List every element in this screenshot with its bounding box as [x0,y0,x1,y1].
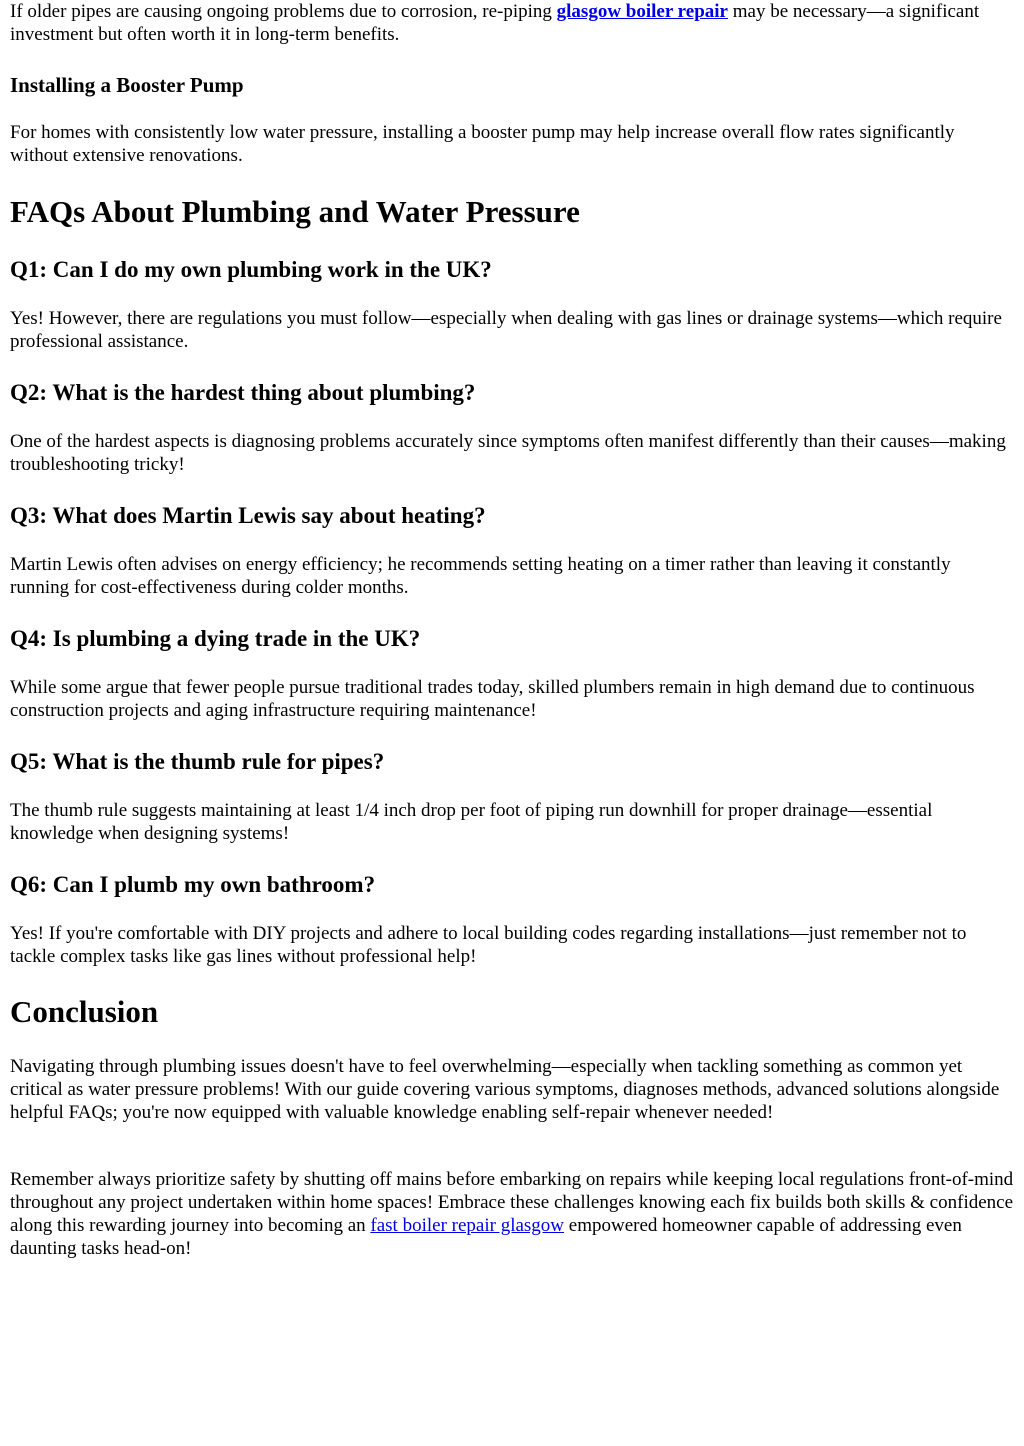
booster-pump-paragraph: For homes with consistently low water pressure, installing a booster pump may help increase overall flow rates significantly without extensive renovations. [10,122,955,166]
faq-question: Q5: What is the thumb rule for pipes? [10,749,385,774]
conclusion-text-before: Remember always prioritize safety by shutting off mains before embarking on repairs while keeping local regulations front-of-mind throughout any project undertaken within home spaces! Embrace these challenges knowing each fix builds both skills & confidence along this rewarding journey into becoming an [10,1169,1014,1236]
faq-question: Q6: Can I plumb my own bathroom? [10,872,376,897]
conclusion-text-after: empowered homeowner capable of addressing even daunting tasks head-on! [10,1215,962,1259]
conclusion-paragraph-2 [10,1168,1014,1260]
faq-answer: The thumb rule suggests maintaining at least 1/4 inch drop per foot of piping run downhill for proper drainage—essential knowledge when designing systems! [10,800,933,844]
intro-text-after: may be necessary—a significant investment but often worth it in long-term benefits. [10,1,980,45]
faq-question: Q3: What does Martin Lewis say about heating? [10,503,486,528]
booster-pump-heading: Installing a Booster Pump [10,73,244,97]
intro-paragraph [10,0,1014,46]
faq-heading: FAQs About Plumbing and Water Pressure [10,194,580,229]
faq-answer: While some argue that fewer people pursue traditional trades today, skilled plumbers remain in high demand due to continuous construction projects and aging infrastructure requiring maintenance! [10,677,975,721]
faq-question: Q4: Is plumbing a dying trade in the UK? [10,626,421,651]
faq-answer: Yes! If you're comfortable with DIY projects and adhere to local building codes regarding installations—just remember not to tackle complex tasks like gas lines without professional help! [10,923,967,967]
faq-answer: Yes! However, there are regulations you must follow—especially when dealing with gas lines or drainage systems—which require professional assistance. [10,308,1002,352]
faq-question: Q2: What is the hardest thing about plumbing? [10,380,476,405]
conclusion-heading: Conclusion [10,994,159,1029]
intro-text-before: If older pipes are causing ongoing problems due to corrosion, re-piping [10,1,557,22]
fast-boiler-repair-glasgow-link[interactable]: fast boiler repair glasgow [370,1215,565,1236]
faq-answer: One of the hardest aspects is diagnosing problems accurately since symptoms often manifest differently than their causes—making troubleshooting tricky! [10,431,1006,475]
conclusion-paragraph-1: Navigating through plumbing issues doesn't have to feel overwhelming—especially when tackling something as common yet critical as water pressure problems! With our guide covering various symptoms, diagnoses methods, advanced solutions alongside helpful FAQs; you're now equipped with valuable knowledge enabling self-repair whenever needed! [10,1056,1000,1123]
glasgow-boiler-repair-link[interactable]: glasgow boiler repair [556,1,728,22]
faq-answer: Martin Lewis often advises on energy efficiency; he recommends setting heating on a timer rather than leaving it constantly running for cost-effectiveness during colder months. [10,554,951,598]
faq-question: Q1: Can I do my own plumbing work in the UK? [10,257,492,282]
